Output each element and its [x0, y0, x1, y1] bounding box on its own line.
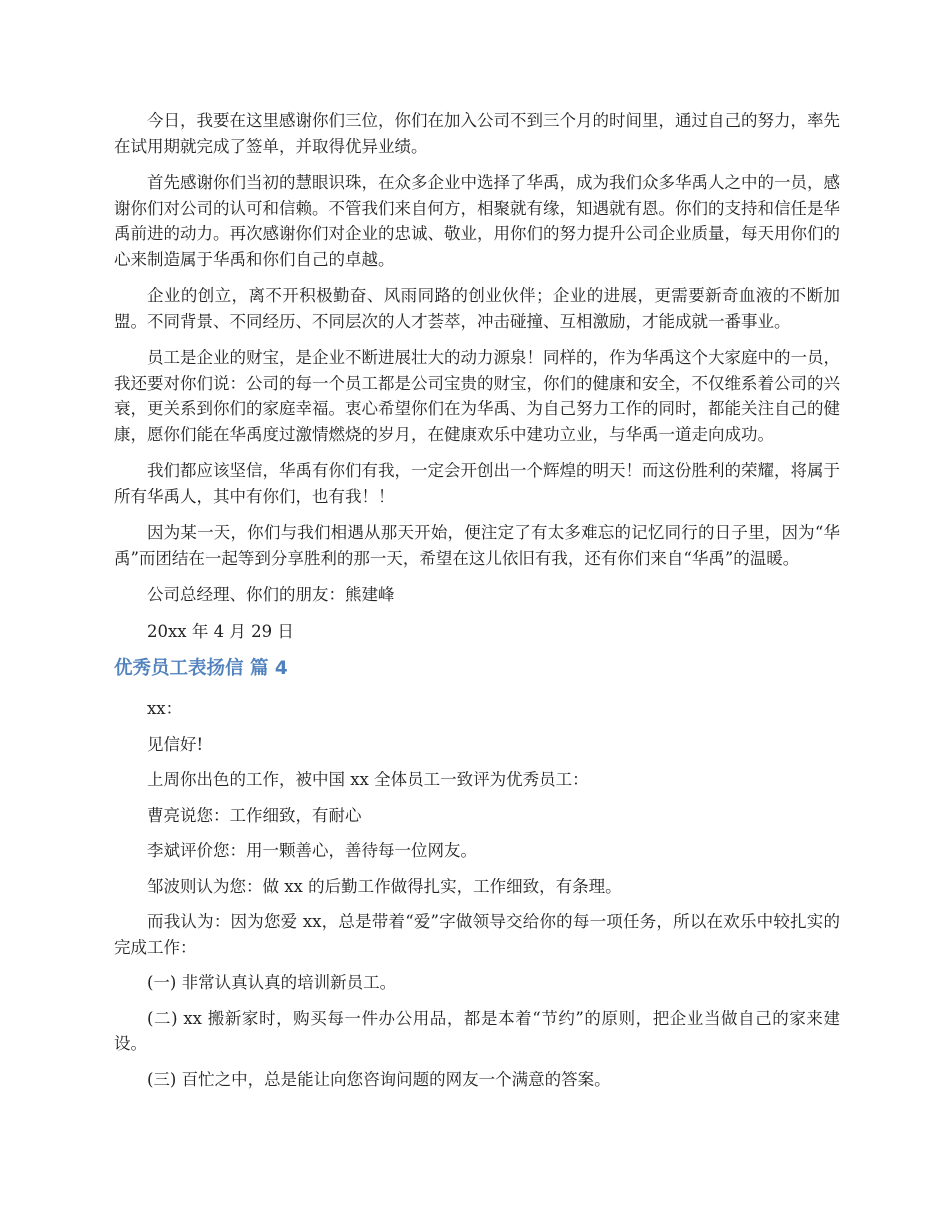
list-item-three: (三) 百忙之中，总是能让向您咨询问题的网友一个满意的答案。 [147, 1069, 611, 1089]
paragraph-award: 上周你出色的工作，被中国 xx 全体员工一致评为优秀员工： [147, 770, 589, 789]
paragraph-memory: 因为某一天，你们与我们相遇从那天开始，便注定了有太多难忘的记忆同行的日子里，因为“华禹”而团结在一起等到分享胜利的那一天，希望在这儿依旧有我，还有你们来自“华禹”的温暖。 [114, 523, 840, 568]
paragraph-belief: 我们都应该坚信，华禹有你们有我，一定会开创出一个辉煌的明天！而这份胜利的荣耀，将属于所有华禹人，其中有你们，也有我！！ [114, 461, 840, 506]
paragraph-opinion: 而我认为：因为您爱 xx，总是带着“爱”字做领导交给你的每一项任务，所以在欢乐中较扎实的完成工作： [114, 912, 840, 957]
paragraph-enterprise: 企业的创立，离不开积极勤奋、风雨同路的创业伙伴；企业的进展，更需要新奇血液的不断加盟。不同背景、不同经历、不同层次的人才荟萃，冲击碰撞、互相激励，才能成就一番事业。 [114, 286, 840, 331]
document-page [114, 108, 840, 1102]
comment-zou: 邹波则认为您：做 xx 的后勤工作做得扎实，工作细致，有条理。 [147, 876, 622, 896]
list-item-two: (二) xx 搬新家时，购买每一件办公用品，都是本着“节约”的原则，把企业当做自己的家来建设。 [114, 1008, 840, 1053]
greeting: 见信好! [147, 734, 204, 754]
paragraph-thanks: 今日，我要在这里感谢你们三位，你们在加入公司不到三个月的时间里，通过自己的努力，率先在试用期就完成了签单，并取得优异业绩。 [114, 111, 840, 156]
date-line: 20xx 年 4 月 29 日 [147, 621, 294, 641]
list-item-one: (一) 非常认真认真的培训新员工。 [147, 973, 397, 992]
comment-li: 李斌评价您：用一颗善心，善待每一位网友。 [147, 841, 477, 860]
paragraph-gratitude: 首先感谢你们当初的慧眼识珠，在众多企业中选择了华禹，成为我们众多华禹人之中的一员，感谢你们对公司的认可和信赖。不管我们来自何方，相聚就有缘，知遇就有恩。你们的支持和信任是华禹前进的动力。再次感谢你们对企业的忠诚、敬业，用你们的努力提升公司企业质量，每天用你们的心来制造属于华禹和你们自己的卓越。 [114, 173, 840, 269]
paragraph-employees: 员工是企业的财宝，是企业不断进展壮大的动力源泉！同样的，作为华禹这个大家庭中的一员，我还要对你们说：公司的每一个员工都是公司宝贵的财宝，你们的健康和安全，不仅维系着公司的兴衰，更关系到你们的家庭幸福。衷心希望你们在为华禹、为自己努力工作的同时，都能关注自己的健康，愿你们能在华禹度过激情燃烧的岁月，在健康欢乐中建功立业，与华禹一道走向成功。 [114, 348, 840, 444]
comment-cao: 曹亮说您：工作细致，有耐心 [147, 805, 362, 825]
section-heading: 优秀员工表扬信 篇 4 [114, 658, 288, 679]
signature-line: 公司总经理、你们的朋友：熊建峰 [147, 585, 395, 604]
salutation: xx： [147, 699, 183, 718]
